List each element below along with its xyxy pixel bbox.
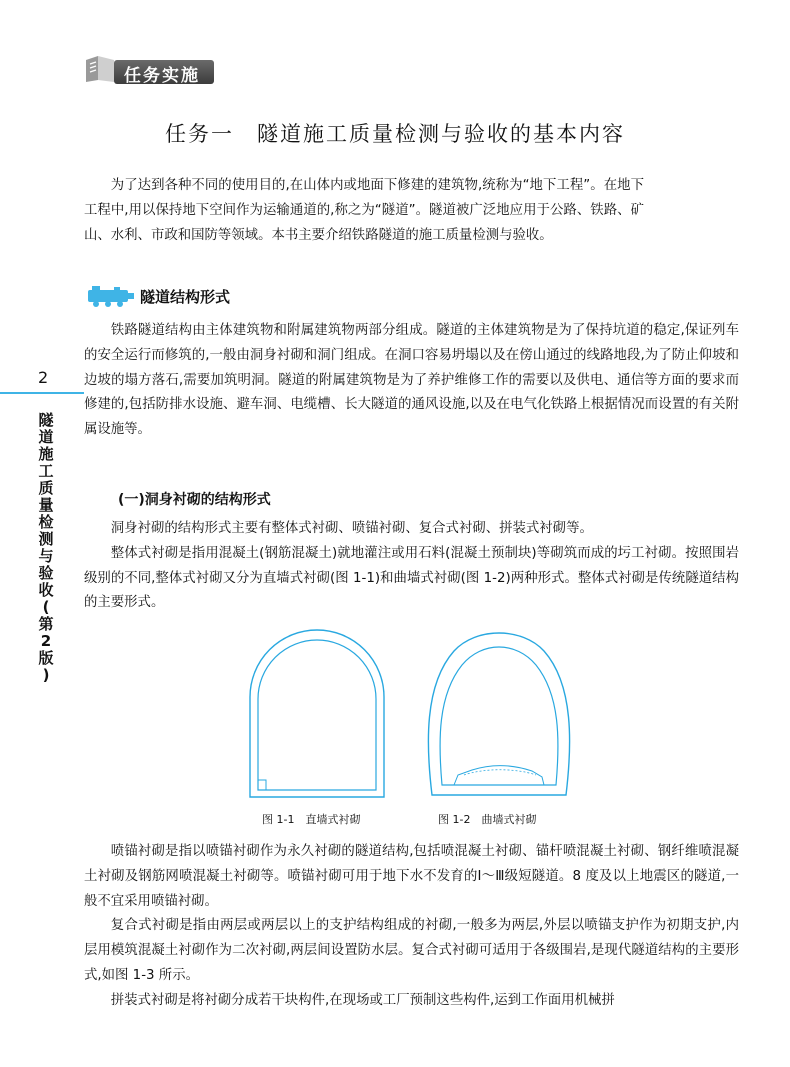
lining-text-1: 洞身衬砌的结构形式主要有整体式衬砌、喷锚衬砌、复合式衬砌、拼装式衬砌等。 — [110, 521, 593, 536]
section-title: 隧道结构形式 — [140, 288, 231, 306]
intro-paragraph — [84, 174, 644, 248]
lining-types-paragraphs — [84, 840, 739, 1014]
intro-text: 为了达到各种不同的使用目的,在山体内或地面下修建的建筑物,统称为“地下工程”。在地下工程中,用以保持地下空间作为运输通道的,称之为“隧道”。隧道被广泛地应用于公路、铁路、矿山、水利、市政和国防等领域。本书主要介绍铁路隧道的施工质量检测与验收。 — [84, 178, 644, 243]
subsection-title: (一)洞身衬砌的结构形式 — [118, 492, 271, 508]
header-badge-text: 任务实施 — [124, 66, 200, 86]
composite-text: 复合式衬砌是指由两层或两层以上的支护结构组成的衬砌,一般多为两层,外层以喷锚支护作为初期支护,内层用模筑混凝土衬砌作为二次衬砌,两层间设置防水层。复合式衬砌可适用于各级围岩,是现代隧道结构的主要形式,如图 1-3 所示。 — [84, 918, 739, 983]
shotcrete-text: 喷锚衬砌是指以喷锚衬砌作为永久衬砌的隧道结构,包括喷混凝土衬砌、锚杆喷混凝土衬砌、钢纤维喷混凝土衬砌及钢筋网喷混凝土衬砌等。喷锚衬砌可用于地下水不发育的Ⅰ～Ⅲ级短隧道。8 度及以上地震区的隧道,一般不宜采用喷锚衬砌。 — [84, 844, 739, 909]
figure-caption-1-2: 图 1-2 曲墙式衬砌 — [438, 813, 537, 826]
section-paragraph — [84, 319, 739, 443]
page-title: 任务一 隧道施工质量检测与验收的基本内容 — [165, 122, 625, 146]
figure-caption-1-1: 图 1-1 直墙式衬砌 — [262, 813, 361, 826]
side-accent-line — [0, 392, 84, 394]
figure-curved-wall-lining — [424, 625, 574, 800]
page-number: 2 — [38, 368, 49, 387]
lining-paragraphs — [84, 517, 739, 616]
assembled-text: 拼装式衬砌是将衬砌分成若干块构件,在现场或工厂预制这些构件,运到工作面用机械拼 — [110, 992, 615, 1008]
train-icon — [84, 284, 136, 308]
section-text: 铁路隧道结构由主体建筑物和附属建筑物两部分组成。隧道的主体建筑物是为了保持坑道的稳定,保证列车的安全运行而修筑的,一般由洞身衬砌和洞门组成。在洞口容易坍塌以及在傍山通过的线路地段,为了防止仰坡和边坡的塌方落石,需要加筑明洞。隧道的附属建筑物是为了养护维修工作的需要以及供电、通信等方面的要求而修建的,包括防排水设施、避车洞、电缆槽、长大隧道的通风设施,以及在电气化铁路上根据情况而设置的有关附属设施等。 — [84, 323, 739, 438]
section-header-logo — [84, 52, 234, 86]
figure-straight-wall-lining — [246, 625, 396, 800]
book-title-vertical: 隧 道 施 工 质 量 检 测 与 验 收 ( 第 2 版 ) — [38, 411, 54, 684]
lining-text-2: 整体式衬砌是指用混凝土(钢筋混凝土)就地灌注或用石料(混凝土预制块)等砌筑而成的圬工衬砌。按照围岩级别的不同,整体式衬砌又分为直墙式衬砌(图 1-1)和曲墙式衬砌(图 1-2)两种形式。整体式衬砌是传统隧道结构的主要形式。 — [84, 545, 739, 611]
